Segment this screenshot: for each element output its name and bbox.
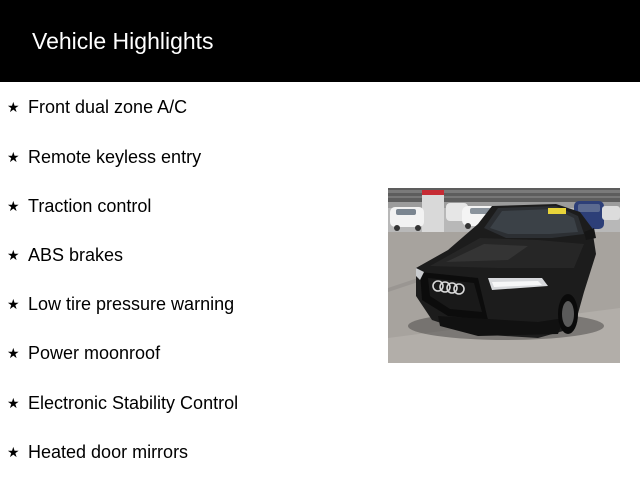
list-item xyxy=(0,440,380,466)
list-item xyxy=(0,391,380,417)
highlight-label: Traction control xyxy=(28,196,152,216)
star-icon: ★ xyxy=(7,99,20,115)
highlight-label: Front dual zone A/C xyxy=(28,97,188,117)
page-title: Vehicle Highlights xyxy=(32,28,214,54)
highlight-label: Power moonroof xyxy=(28,343,161,363)
header-bar xyxy=(0,0,640,82)
star-icon: ★ xyxy=(7,149,20,165)
highlight-label: ABS brakes xyxy=(28,245,124,265)
star-icon: ★ xyxy=(7,247,20,263)
star-icon: ★ xyxy=(7,296,20,312)
highlight-label: Heated door mirrors xyxy=(28,442,189,462)
star-icon: ★ xyxy=(7,444,20,460)
highlight-label: Remote keyless entry xyxy=(28,147,202,167)
highlight-label: Electronic Stability Control xyxy=(28,393,239,413)
list-item xyxy=(0,145,380,171)
list-item xyxy=(0,194,380,220)
star-icon: ★ xyxy=(7,198,20,214)
list-item xyxy=(0,95,380,121)
star-icon: ★ xyxy=(7,395,20,411)
list-item xyxy=(0,292,380,318)
star-icon: ★ xyxy=(7,345,20,361)
vehicle-photo xyxy=(388,188,620,363)
highlight-label: Low tire pressure warning xyxy=(28,294,235,314)
list-item xyxy=(0,243,380,269)
list-item xyxy=(0,341,380,367)
